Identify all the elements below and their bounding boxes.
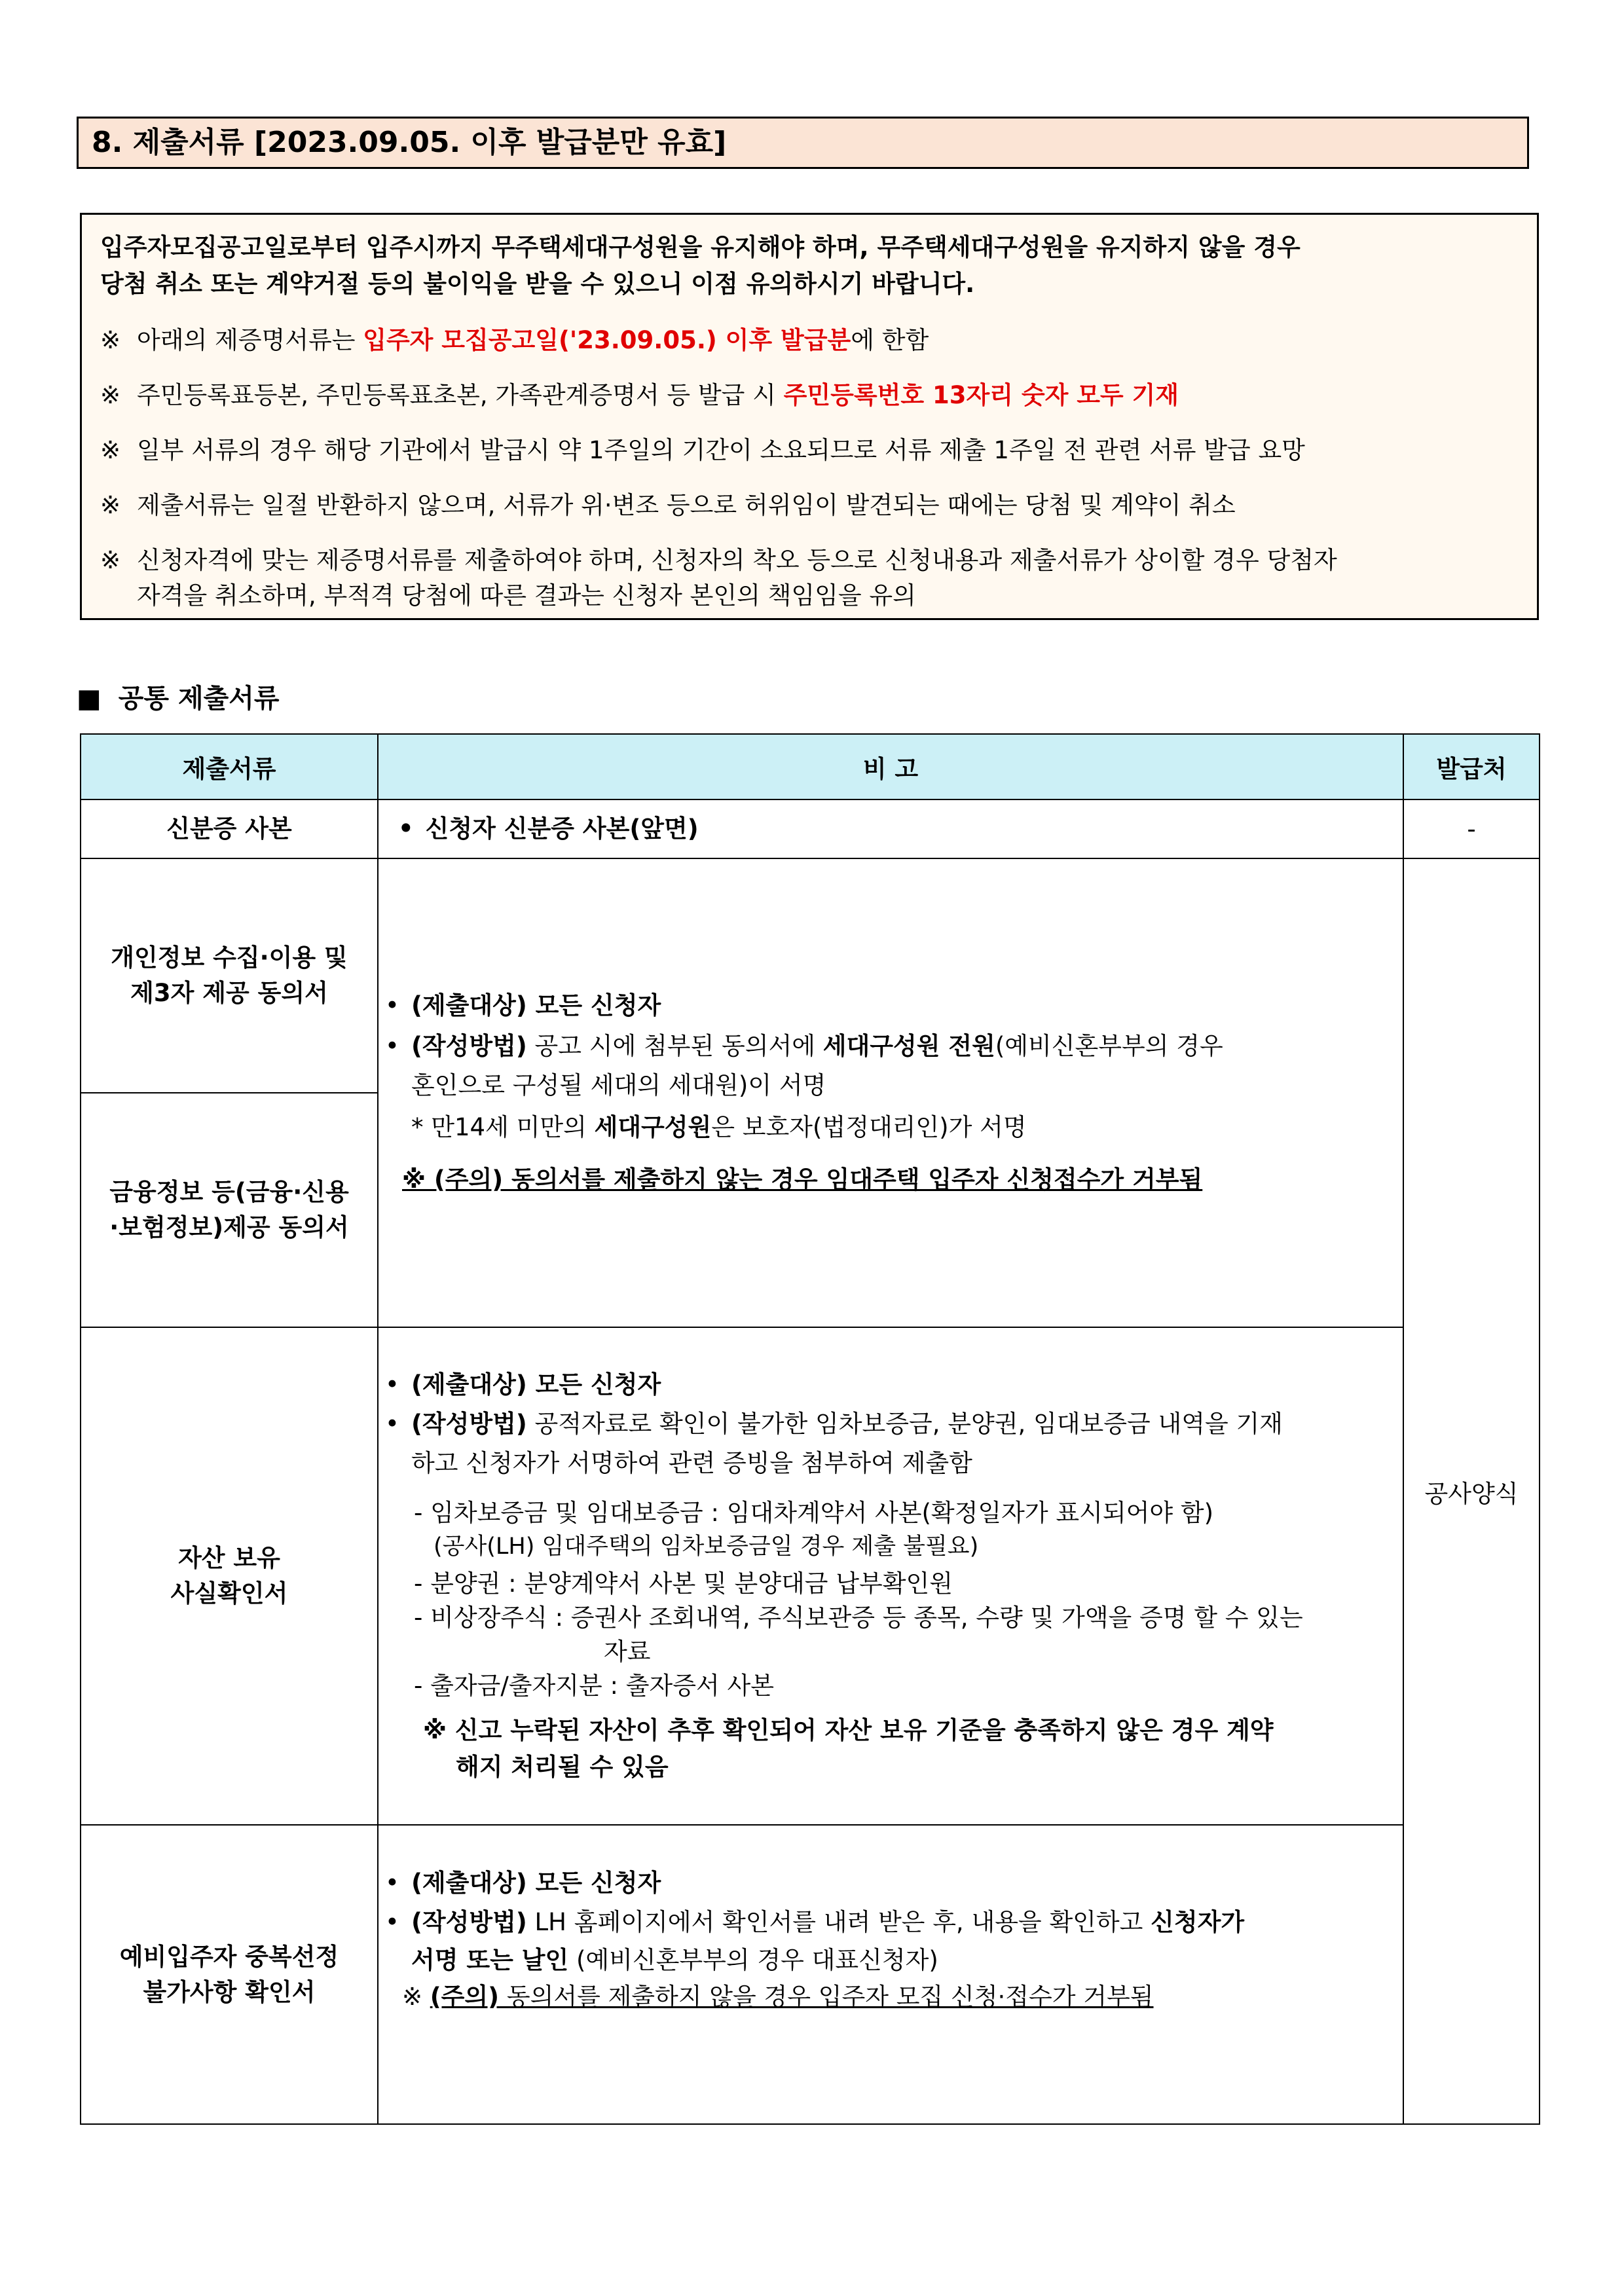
doc-name-prelim: 예비입주자 중복선정 불가사항 확인서 [81,1825,378,2124]
reference-mark: ※ [100,491,121,519]
reference-mark: ※ [100,381,121,409]
bullet-icon: • [398,815,414,843]
notice-note-1: ※ 아래의 제증명서류는 입주자 모집공고일('23.09.05.) 이후 발급분에 한함 [100,322,1521,359]
header-remark: 비 고 [378,734,1403,799]
bullet-icon: • [385,991,399,1019]
common-docs-heading-text: 공통 제출서류 [118,684,280,714]
black-square-icon: ■ [77,684,101,714]
notice-intro-line2: 당첨 취소 또는 계약거절 등의 불이익을 받을 수 있으니 이점 유의하시기 바랍니다. [100,270,975,298]
remark-id: • 신청자 신분증 사본(앞면) [378,799,1403,858]
notice-box [80,213,1539,620]
doc-name-asset: 자산 보유 사실확인서 [81,1327,378,1825]
notice-intro-line1: 입주자모집공고일로부터 입주시까지 무주택세대구성원을 유지해야 하며, 무주택세대구성원을 유지하지 않을 경우 [100,233,1301,261]
table-row-id [81,799,1540,858]
reference-mark: ※ [100,546,121,574]
notice-note-5: ※ 신청자격에 맞는 제증명서류를 제출하여야 하며, 신청자의 착오 등으로 신청내용과 제출서류가 상이할 경우 당첨자 자격을 취소하며, 부적격 당첨에 따른 결과는 신청자 본인의 책임임을 유의 [100,542,1521,614]
common-docs-heading [77,678,280,715]
notice-note-3: ※ 일부 서류의 경우 해당 기관에서 발급시 약 1주일의 기간이 소요되므로 서류 제출 1주일 전 관련 서류 발급 요망 [100,432,1521,469]
bullet-icon: • [385,1032,399,1060]
asset-item-2: - 분양권 : 분양계약서 사본 및 분양대금 납부확인원 [414,1570,953,1598]
prelim-caution: ※ (주의) 동의서를 제출하지 않을 경우 입주자 모집 신청·접수가 거부됨 [402,1983,1154,2011]
section-title-text: 8. 제출서류 [2023.09.05. 이후 발급분만 유효] [92,126,727,159]
remark-prelim: • (제출대상) 모든 신청자 • (작성방법) LH 홈페이지에서 확인서를 내려 받은 후, 내용을 확인하고 신청자가 서명 또는 날인 (예비신혼부부의 경우 대표신청자) ※ (주의) 동의서를 제출하지 않을 경우 입주자 모집 신청·접수가 거부됨 [378,1825,1403,2124]
bullet-icon: • [385,1869,399,1897]
table-row-asset [81,1327,1540,1825]
asset-item-1: - 임차보증금 및 임대보증금 : 임대차계약서 사본(확정일자가 표시되어야 함) [414,1499,1214,1527]
notice-note-2: ※ 주민등록표등본, 주민등록표초본, 가족관계증명서 등 발급 시 주민등록번호 13자리 숫자 모두 기재 [100,377,1521,414]
section-title [77,117,1529,169]
table-row-prelim [81,1825,1540,2124]
doc-name-id: 신분증 사본 [81,799,378,858]
asset-item-3: - 비상장주식 : 증권사 조회내역, 주식보관증 등 종목, 수량 및 가액을 증명 할 수 있는 [414,1604,1303,1632]
doc-name-financial: 금융정보 등(금융·신용 ·보험정보)제공 동의서 [81,1093,378,1327]
table-row-personal [81,858,1540,1093]
remark-consent: • (제출대상) 모든 신청자 • (작성방법) 공고 시에 첨부된 동의서에 세대구성원 전원(예비신혼부부의 경우 혼인으로 구성될 세대의 세대원)이 서명 * 만14세 미만의 세대구성원은 보호자(법정대리인)가 서명 ※ (주의) 동의서를 제출하지 않는 경우 임대주택 입주자 신청접수가 거부됨 [378,858,1403,1327]
bullet-icon: • [385,1370,399,1399]
bullet-icon: • [385,1410,399,1438]
consent-caution: ※ (주의) 동의서를 제출하지 않는 경우 임대주택 입주자 신청접수가 거부됨 [402,1166,1203,1194]
bullet-icon: • [385,1908,399,1936]
notice-note-4: ※ 제출서류는 일절 반환하지 않으며, 서류가 위·변조 등으로 허위임이 발견되는 때에는 당첨 및 계약이 취소 [100,487,1521,524]
remark-asset: • (제출대상) 모든 신청자 • (작성방법) 공적자료로 확인이 불가한 임차보증금, 분양권, 임대보증금 내역을 기재 하고 신청자가 서명하여 관련 증빙을 첨부하여 제출함 - 임차보증금 및 임대보증금 : 임대차계약서 사본(확정일자가 표시되어야 함) (공사(LH) 임대주택의 임차보증금일 경우 제출 불필요) - 분양권 : 분양계약서 사본 및 분양대금 납부확인원 - 비상장주식 : 증권사 조회내역, 주식보관증 등 종목, 수량 및 가액을 증명 할 수 있는 자료 - 출자금/출자지분 : 출자증서 사본 ※ 신고 누락된 자산이 추후 확인되어 자산 보유 기준을 충족하지 않은 경우 계약 해지 처리될 수 있음 [378,1327,1403,1825]
table-header-row [81,734,1540,799]
asset-item-3-cont: 자료 [604,1638,651,1666]
issuer-common: 공사양식 [1403,858,1540,2124]
notice-highlight-date: 입주자 모집공고일('23.09.05.) 이후 발급분 [363,326,851,354]
reference-mark: ※ [100,436,121,464]
doc-name-personal: 개인정보 수집·이용 및 제3자 제공 동의서 [81,858,378,1093]
common-docs-table [80,733,1540,2125]
asset-item-1-sub: (공사(LH) 임대주택의 임차보증금일 경우 제출 불필요) [434,1533,979,1560]
header-doc: 제출서류 [81,734,378,799]
asset-item-4: - 출자금/출자지분 : 출자증서 사본 [414,1672,774,1700]
issuer-id: - [1403,799,1540,858]
notice-highlight-id: 주민등록번호 13자리 숫자 모두 기재 [783,381,1179,409]
asset-caution: ※ 신고 누락된 자산이 추후 확인되어 자산 보유 기준을 충족하지 않은 경우 계약 해지 처리될 수 있음 [423,1716,1274,1781]
reference-mark: ※ [100,326,121,354]
header-issuer: 발급처 [1403,734,1540,799]
